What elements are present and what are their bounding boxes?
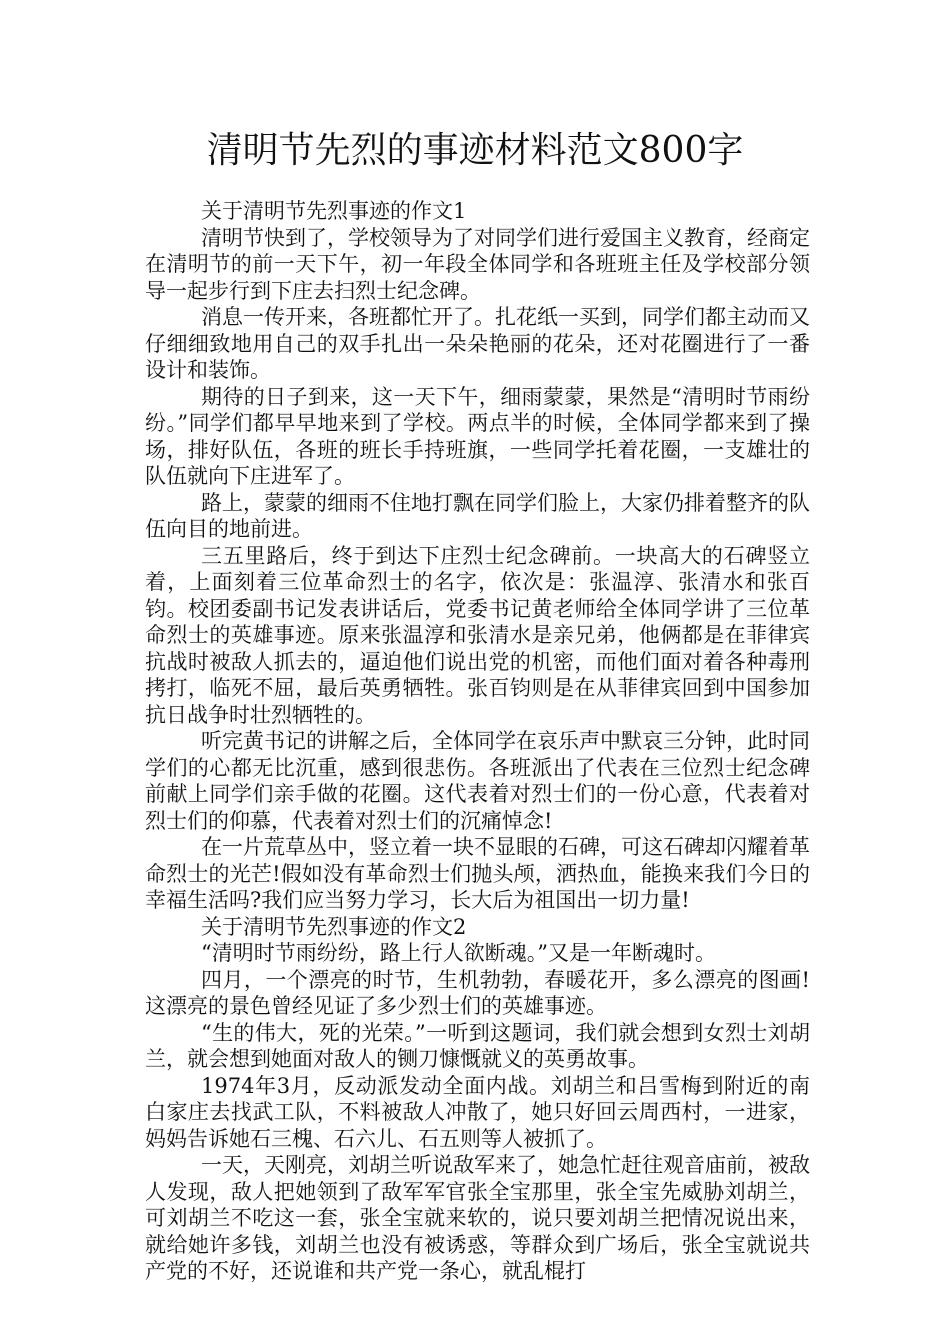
body-paragraph: 期待的日子到来，这一天下午，细雨蒙蒙，果然是“清明时节雨纷纷。”同学们都早早地来到了学校。两点半的时候，全体同学都来到了操场，排好队伍，各班的班长手持班旗，一些同学托着花圈，一支雄壮的队伍就向下庄进军了。 [145, 384, 810, 488]
body-paragraph: 三五里路后，终于到达下庄烈士纪念碑前。一块高大的石碑竖立着，上面刻着三位革命烈士的名字，依次是：张温淳、张清水和张百钧。校团委副书记发表讲话后，党委书记黄老师给全体同学讲了三位革命烈士的英雄事迹。原来张温淳和张清水是亲兄弟，他俩都是在菲律宾抗战时被敌人抓去的，逼迫他们说出党的机密，而他们面对着各种毒刑拷打，临死不屈，最后英勇牺牲。张百钧则是在从菲律宾回到中国参加抗日战争时壮烈牺牲的。 [145, 543, 810, 727]
body-paragraph: 1974年3月，反动派发动全面内战。刘胡兰和吕雪梅到附近的南白家庄去找武工队，不料被敌人冲散了，她只好回云周西村，一进家，妈妈告诉她石三槐、石六儿、石五则等人被抓了。 [145, 1073, 810, 1151]
body-paragraph: 四月，一个漂亮的时节，生机勃勃，春暖花开，多么漂亮的图画!这漂亮的景色曾经见证了多少烈士们的英雄事迹。 [145, 967, 810, 1018]
body-paragraph: 在一片荒草丛中，竖立着一块不显眼的石碑，可这石碑却闪耀着革命烈士的光芒!假如没有革命烈士们抛头颅，洒热血，能换来我们今日的幸福生活吗?我们应当努力学习，长大后为祖国出一切力量! [145, 835, 810, 912]
section-heading: 关于清明节先烈事迹的作文1 [201, 199, 467, 223]
body-paragraph: “生的伟大，死的光荣。”一听到这题词，我们就会想到女烈士刘胡兰，就会想到她面对敌人的铡刀慷慨就义的英勇故事。 [145, 1020, 810, 1071]
document-title: 清明节先烈的事迹材料范文800字 [206, 130, 744, 171]
document-body [145, 198, 810, 1285]
body-paragraph: 路上，蒙蒙的细雨不住地打飘在同学们脸上，大家仍排着整齐的队伍向目的地前进。 [145, 490, 810, 541]
body-paragraph: 一天，天刚亮，刘胡兰听说敌军来了，她急忙赶往观音庙前，被敌人发现，敌人把她领到了敌军军官张全宝那里，张全宝先威胁刘胡兰，可刘胡兰不吃这一套，张全宝就来软的，说只要刘胡兰把情况说出来，就给她许多钱，刘胡兰也没有被诱惑，等群众到广场后，张全宝就说共产党的不好，还说谁和共产党一条心，就乱棍打 [145, 1153, 810, 1283]
section-heading: 关于清明节先烈事迹的作文2 [201, 914, 467, 939]
body-paragraph: 清明节快到了，学校领导为了对同学们进行爱国主义教育，经商定在清明节的前一天下午，初一年段全体同学和各班班主任及学校部分领导一起步行到下庄去扫烈士纪念碑。 [145, 225, 810, 303]
body-paragraph: 听完黄书记的讲解之后，全体同学在哀乐声中默哀三分钟，此时同学们的心都无比沉重，感到很悲伤。各班派出了代表在三位烈士纪念碑前献上同学们亲手做的花圈。这代表着对烈士们的一份心意，代表着对烈士们的仰慕，代表着对烈士们的沉痛悼念! [145, 729, 810, 833]
body-paragraph: 消息一传开来，各班都忙开了。扎花纸一买到，同学们都主动而又仔细细致地用自己的双手扎出一朵朵艳丽的花朵，还对花圈进行了一番设计和装饰。 [145, 305, 810, 382]
body-paragraph: “清明时节雨纷纷，路上行人欲断魂。”又是一年断魂时。 [201, 941, 716, 965]
